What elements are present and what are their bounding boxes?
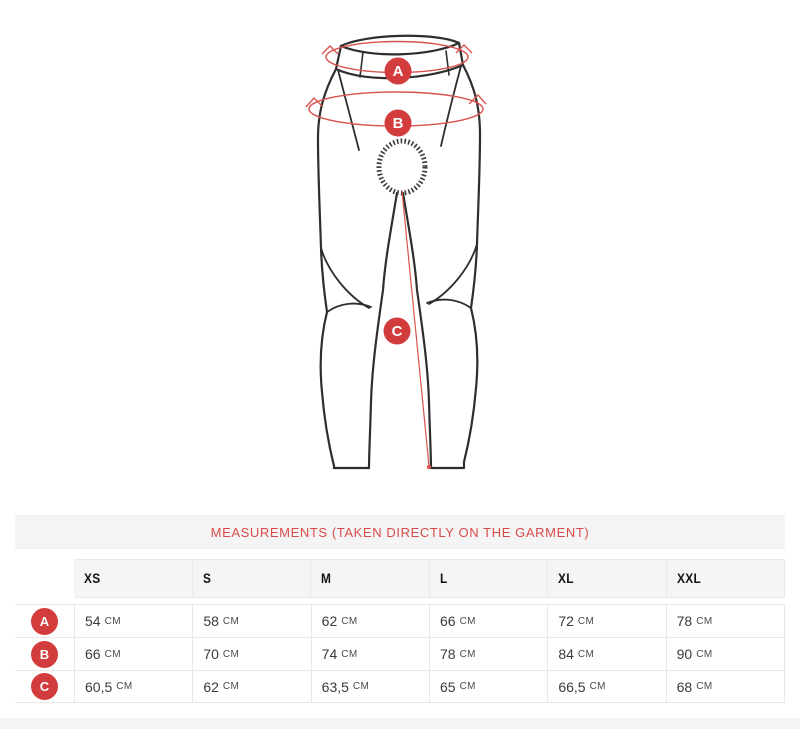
measurement-unit: CM bbox=[222, 615, 240, 627]
cell-a-l bbox=[429, 605, 547, 637]
measurement-unit: CM bbox=[116, 681, 133, 692]
cell-c-m bbox=[311, 671, 429, 702]
measurements-table bbox=[15, 604, 785, 703]
measurement-value: 66 bbox=[439, 613, 456, 629]
measurement-unit: CM bbox=[104, 615, 121, 627]
waistband-seam-left bbox=[360, 52, 363, 77]
measurement-value: 74 bbox=[321, 646, 338, 662]
row-a-badge: A bbox=[31, 608, 58, 635]
cell-c-xl bbox=[547, 671, 665, 702]
marker-c-label: C bbox=[391, 323, 403, 340]
measurement-value: 78 bbox=[439, 646, 456, 662]
measurement-value: 60,5 bbox=[85, 678, 113, 695]
cell-b-xl bbox=[547, 638, 665, 670]
measurement-unit: CM bbox=[577, 648, 595, 660]
cell-b-s bbox=[192, 638, 310, 670]
row-b-badge: B bbox=[31, 641, 58, 668]
measurement-value: 62 bbox=[203, 678, 219, 695]
table-row-b bbox=[15, 637, 785, 670]
measurement-value: 65 bbox=[439, 678, 456, 695]
cell-b-l bbox=[429, 638, 547, 670]
hip-seam-right bbox=[441, 66, 461, 146]
measurement-indicators bbox=[306, 42, 486, 470]
measurement-unit: CM bbox=[459, 615, 476, 627]
right-thigh-seam bbox=[429, 244, 477, 304]
row-marker-cell bbox=[15, 671, 74, 702]
size-label: L bbox=[439, 571, 448, 586]
size-header-xl bbox=[548, 559, 667, 598]
cell-c-xxl bbox=[666, 671, 785, 702]
measurement-value: 66,5 bbox=[558, 678, 586, 695]
diagram-marker-badges bbox=[384, 58, 412, 345]
tights-outline bbox=[318, 36, 480, 468]
measurements-title-bar bbox=[15, 515, 785, 549]
measurements-title: MEASUREMENTS (TAKEN DIRECTLY ON THE GARMENT) bbox=[210, 524, 590, 540]
size-label: S bbox=[202, 571, 211, 586]
measurement-unit: CM bbox=[222, 648, 240, 660]
measurement-value: 58 bbox=[203, 613, 219, 629]
measurement-value: 72 bbox=[558, 613, 574, 629]
measurement-unit: CM bbox=[222, 681, 240, 692]
cell-a-xs bbox=[74, 605, 192, 637]
measurement-unit: CM bbox=[341, 615, 358, 627]
size-header-l bbox=[430, 559, 549, 598]
cell-c-xs bbox=[74, 671, 192, 702]
table-row-c bbox=[15, 670, 785, 703]
cell-c-s bbox=[192, 671, 310, 702]
measurement-unit: CM bbox=[104, 648, 121, 660]
arrowhead-a-left bbox=[322, 46, 338, 54]
size-header-row bbox=[15, 559, 785, 598]
measurement-unit: CM bbox=[589, 681, 606, 692]
row-marker-cell bbox=[15, 605, 74, 637]
measurement-unit: CM bbox=[696, 681, 713, 692]
measurement-value: 62 bbox=[321, 613, 338, 629]
row-marker-cell bbox=[15, 638, 74, 670]
row-c-badge: C bbox=[31, 673, 58, 700]
size-header-xs bbox=[74, 559, 193, 598]
size-label: XL bbox=[558, 571, 574, 586]
left-thigh-seam bbox=[321, 248, 369, 308]
size-label: XXL bbox=[676, 571, 701, 586]
corner-cell bbox=[15, 559, 74, 598]
measurement-unit: CM bbox=[696, 615, 713, 627]
left-outer-silhouette bbox=[318, 69, 336, 468]
size-header-m bbox=[311, 559, 430, 598]
measurement-unit: CM bbox=[352, 681, 370, 692]
size-label: M bbox=[321, 571, 332, 586]
size-label: XS bbox=[84, 571, 101, 586]
cell-b-xs bbox=[74, 638, 192, 670]
hip-seam-left bbox=[338, 70, 359, 150]
measurement-value: 70 bbox=[203, 646, 219, 662]
marker-a-label: A bbox=[392, 63, 404, 80]
cell-a-s bbox=[192, 605, 310, 637]
cell-b-m bbox=[311, 638, 429, 670]
measurement-unit: CM bbox=[696, 648, 713, 660]
size-header-xxl bbox=[667, 559, 786, 598]
right-outer-silhouette bbox=[463, 65, 480, 468]
size-header-s bbox=[193, 559, 312, 598]
measurement-unit: CM bbox=[577, 615, 595, 627]
measurement-value: 68 bbox=[676, 678, 693, 695]
cell-b-xxl bbox=[666, 638, 785, 670]
measurement-value: 63,5 bbox=[321, 678, 349, 695]
cell-c-l bbox=[429, 671, 547, 702]
measurement-value: 54 bbox=[85, 613, 101, 629]
cell-a-xl bbox=[547, 605, 665, 637]
measurement-unit: CM bbox=[459, 681, 476, 692]
marker-b-label: B bbox=[392, 115, 404, 132]
measurement-value: 66 bbox=[85, 646, 101, 662]
measurement-value: 78 bbox=[676, 613, 693, 629]
footer-strip bbox=[0, 718, 800, 729]
measurement-value: 90 bbox=[676, 646, 693, 662]
measure-line-c-end-dot bbox=[427, 465, 431, 469]
measurement-unit: CM bbox=[341, 648, 358, 660]
chamois-pad bbox=[379, 141, 425, 193]
cell-a-xxl bbox=[666, 605, 785, 637]
measurement-unit: CM bbox=[459, 648, 476, 660]
measurement-value: 84 bbox=[558, 646, 574, 662]
cell-a-m bbox=[311, 605, 429, 637]
table-row-a bbox=[15, 604, 785, 637]
